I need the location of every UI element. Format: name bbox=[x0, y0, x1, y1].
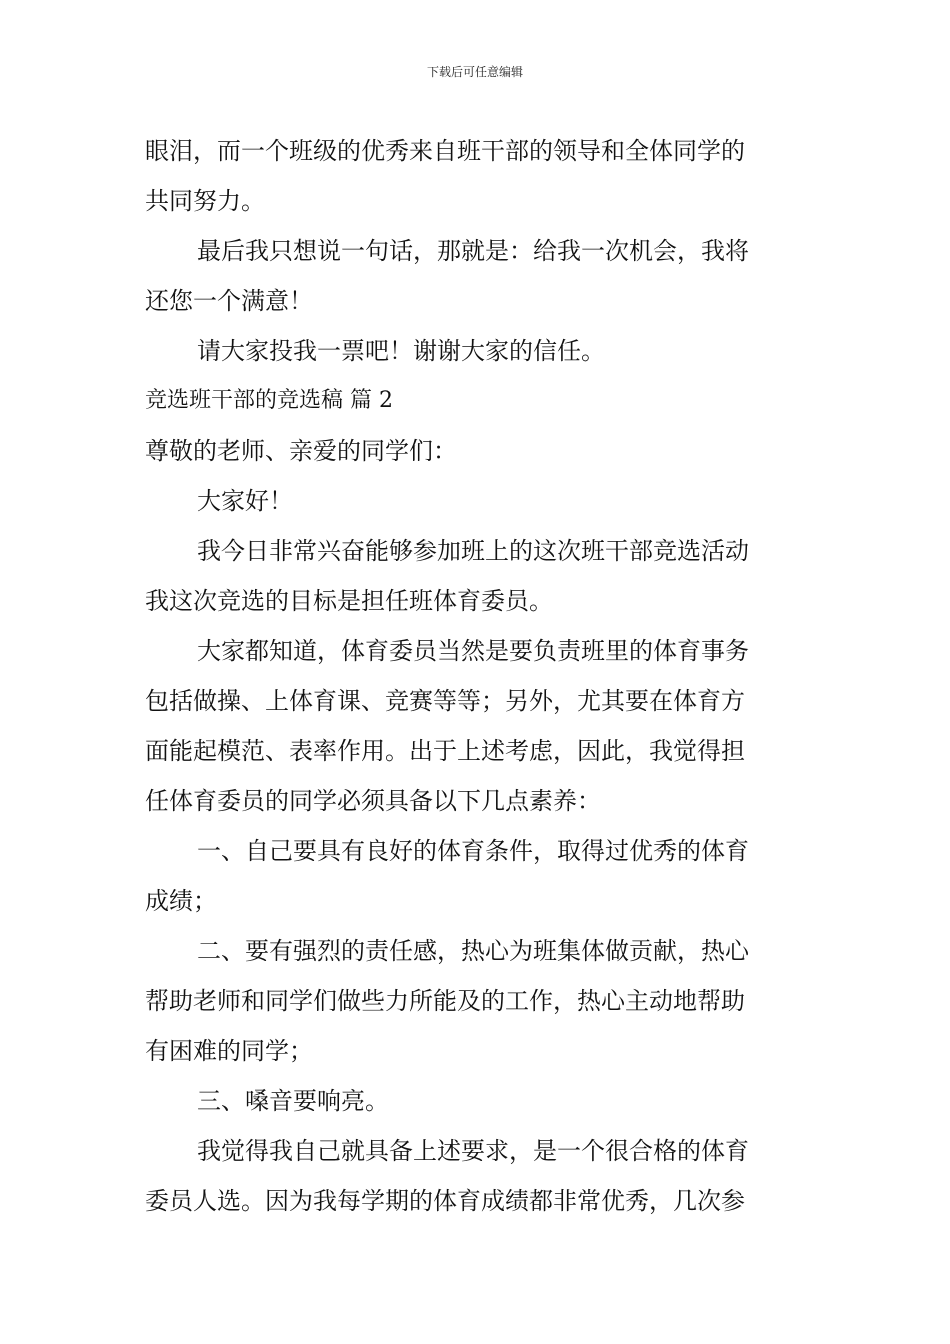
paragraph-line: 委员人选。因为我每学期的体育成绩都非常优秀，几次参 bbox=[145, 1187, 745, 1215]
page-header-note: 下载后可任意编辑 bbox=[426, 65, 523, 79]
list-item-line: 有困难的同学； bbox=[145, 1037, 313, 1065]
paragraph-line: 最后我只想说一句话，那就是：给我一次机会，我将 bbox=[197, 237, 749, 265]
section-title: 竞选班干部的竞选稿 篇 2 bbox=[145, 388, 393, 413]
paragraph-line: 我今日非常兴奋能够参加班上的这次班干部竞选活动 bbox=[197, 537, 749, 565]
paragraph-line: 面能起模范、表率作用。出于上述考虑，因此，我觉得担 bbox=[145, 737, 745, 765]
paragraph-line: 眼泪，而一个班级的优秀来自班干部的领导和全体同学的 bbox=[145, 137, 745, 165]
list-item-line: 二、要有强烈的责任感，热心为班集体做贡献，热心 bbox=[197, 937, 749, 965]
paragraph-line: 我这次竞选的目标是担任班体育委员。 bbox=[145, 587, 553, 615]
list-item-line: 帮助老师和同学们做些力所能及的工作，热心主动地帮助 bbox=[145, 987, 745, 1015]
document-body bbox=[145, 126, 810, 1226]
greeting-line: 大家好！ bbox=[197, 487, 293, 515]
list-item-line: 成绩； bbox=[145, 887, 217, 915]
list-item-line: 三、嗓音要响亮。 bbox=[197, 1087, 389, 1115]
paragraph-line: 我觉得我自己就具备上述要求，是一个很合格的体育 bbox=[197, 1137, 749, 1165]
paragraph-line: 大家都知道，体育委员当然是要负责班里的体育事务 bbox=[197, 637, 749, 665]
paragraph-line: 任体育委员的同学必须具备以下几点素养： bbox=[145, 787, 601, 815]
salutation-line: 尊敬的老师、亲爱的同学们： bbox=[145, 437, 457, 465]
paragraph-line: 请大家投我一票吧！谢谢大家的信任。 bbox=[197, 337, 605, 365]
paragraph-line: 还您一个满意！ bbox=[145, 287, 313, 315]
list-item-line: 一、自己要具有良好的体育条件，取得过优秀的体育 bbox=[197, 837, 749, 865]
paragraph-line: 共同努力。 bbox=[145, 187, 265, 215]
paragraph-line: 包括做操、上体育课、竞赛等等；另外，尤其要在体育方 bbox=[145, 687, 745, 715]
